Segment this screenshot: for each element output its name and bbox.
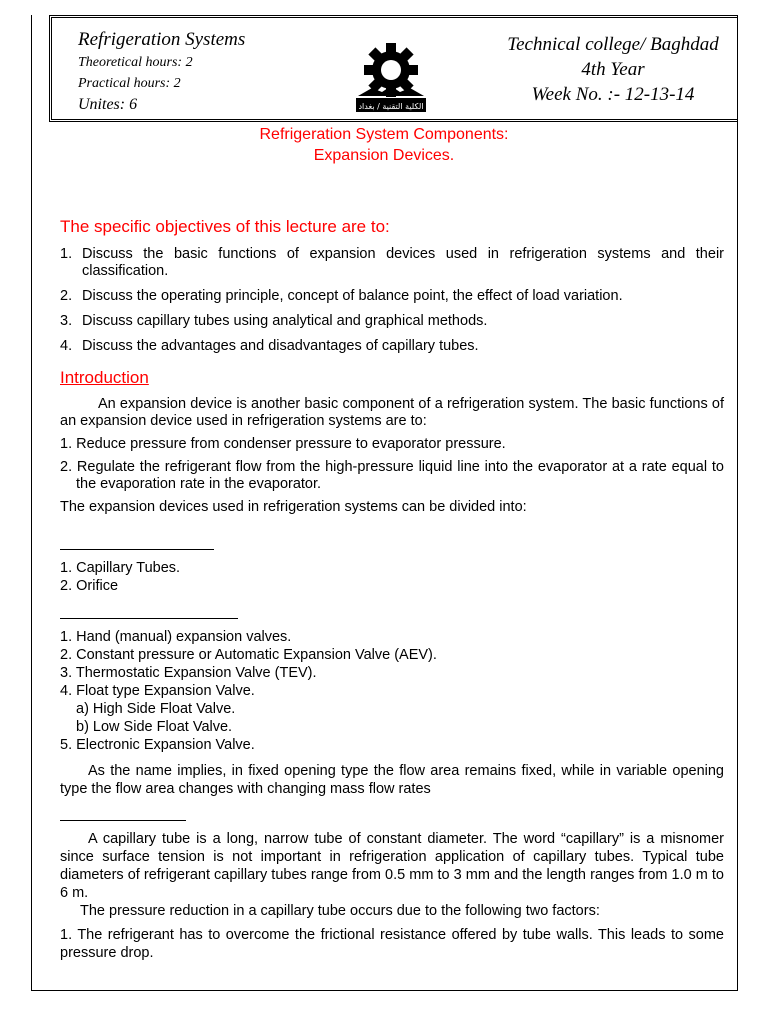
heading-rule-capillary [60,820,186,821]
lecture-title-line1: Refrigeration System Components: [259,126,509,143]
item-number: 1. [60,246,73,262]
list-item: 5. Electronic Expansion Valve. [60,737,255,753]
list-item: 2. Orifice [60,578,119,594]
lecture-title [0,124,768,166]
list-item: 4. Float type Expansion Valve. [60,683,255,699]
list-item: a) High Side Float Valve. [76,701,236,717]
item-text: Discuss capillary tubes using analytical and graphical methods. [82,313,488,329]
introduction-body [60,396,724,522]
item-number: 4. [60,338,73,354]
classification-intro: The expansion devices used in refrigeration systems can be divided into: [60,499,527,515]
capillary-section [60,830,724,962]
units: Unites: 6 [78,96,138,113]
week-number: Week No. :- 12-13-14 [531,84,695,105]
function-1: 1. Reduce pressure from condenser pressure to evaporator pressure. [60,436,506,452]
objectives-heading: The specific objectives of this lecture are to: [60,217,390,236]
fixed-opening-list [60,559,180,595]
list-item [60,288,724,305]
theoretical-hours: Theoretical hours: 2 [78,55,193,70]
college-name: Technical college/ Baghdad [507,34,719,55]
item-text: Discuss the advantages and disadvantages of capillary tubes. [82,338,479,354]
objectives-list [60,246,724,363]
introduction-heading: Introduction [60,368,149,387]
capillary-paragraph-2: The pressure reduction in a capillary tube occurs due to the following two factors: [80,903,600,919]
course-title: Refrigeration Systems [78,29,246,50]
list-item: 1. Hand (manual) expansion valves. [60,629,292,645]
item-number: 2. [60,288,73,304]
flow-area-paragraph [60,762,724,798]
list-item: 2. Constant pressure or Automatic Expansion Valve (AEV). [60,647,437,663]
flow-paragraph-text: As the name implies, in fixed opening type the flow area remains fixed, while in variable opening type the flow area changes with changing mass flow rates [60,763,724,797]
list-item [60,246,724,280]
capillary-paragraph-1: A capillary tube is a long, narrow tube of constant diameter. The word “capillary” is a misnomer since surface tension is not important in refrigeration application of capillary tubes. Typical tube diameters of refrigerant capillary tubes range from 0.5 mm to 3 mm and the length ranges from 1.0 m to 6 m. [60,831,724,901]
list-item: 1. Capillary Tubes. [60,560,181,576]
heading-rule-fixed [60,549,214,550]
course-info [78,28,245,115]
gear-logo-icon [352,40,430,116]
practical-hours: Practical hours: 2 [78,76,181,91]
year: 4th Year [581,59,645,80]
list-item: b) Low Side Float Valve. [76,719,233,735]
capillary-point-1: 1. The refrigerant has to overcome the frictional resistance offered by tube walls. This leads to some pressure drop. [60,927,724,961]
college-info [498,32,728,107]
item-text: Discuss the operating principle, concept of balance point, the effect of load variation. [82,288,623,304]
list-item: 3. Thermostatic Expansion Valve (TEV). [60,665,317,681]
item-text: Discuss the basic functions of expansion devices used in refrigeration systems and their classification. [82,246,724,279]
variable-opening-list [60,628,437,754]
lecture-title-line2: Expansion Devices. [313,147,455,164]
heading-rule-variable [60,618,238,619]
logo-text: الكلية التقنية / بغداد [358,102,424,111]
intro-paragraph: An expansion device is another basic component of a refrigeration system. The basic functions of an expansion device used in refrigeration systems are to: [60,396,724,429]
list-item [60,338,724,355]
function-2: 2. Regulate the refrigerant flow from the high-pressure liquid line into the evaporator at a rate equal to the evaporation rate in the evaporator. [60,459,724,492]
item-number: 3. [60,313,73,329]
list-item [60,313,724,330]
